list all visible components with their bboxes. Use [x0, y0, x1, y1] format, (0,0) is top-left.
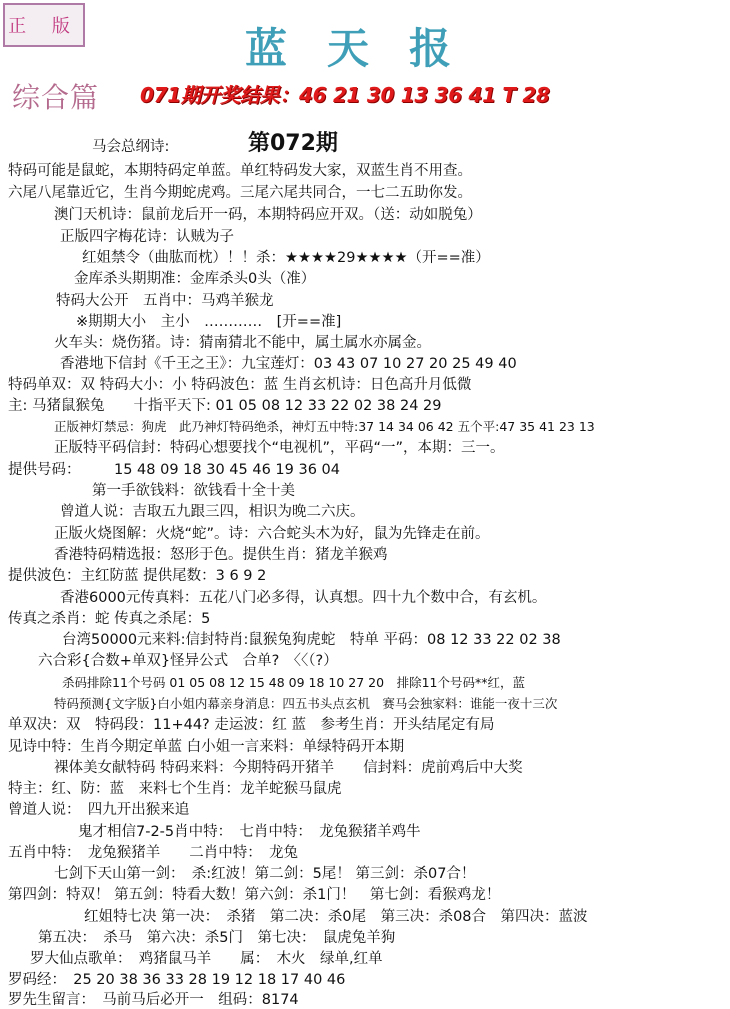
edition-badge: 正 版	[3, 3, 85, 47]
line-poem-1: 特码可能是鼠蛇，本期特码定单蓝。单红特码发大家，双蓝生肖不用查。	[8, 163, 472, 179]
line-horse-club-poem-title: 马会总纲诗:	[92, 139, 170, 155]
line-kill-codes: 杀码排除11个号码 01 05 08 12 15 48 09 18 10 27 20 排除11个号码**红，蓝	[62, 675, 525, 690]
line-odd-even: 特码单双：双 特码大小：小 特码波色：蓝 生肖玄机诗：日色高升月低微	[8, 377, 472, 393]
line-luo-code: 罗码经： 25 20 38 36 33 28 19 12 18 17 40 46	[8, 972, 346, 988]
line-red-sister-kill: 红姐禁令（曲肱而枕）！！杀：★★★★29★★★★（开==准）	[82, 250, 490, 266]
line-hk-envelope: 香港地下信封《千王之王》：九宝莲灯：03 43 07 10 27 20 25 49 40	[60, 356, 517, 372]
issue-number: 第072期	[248, 131, 338, 156]
line-luo-song: 罗大仙点歌单： 鸡猪鼠马羊 属： 木火 绿单,红单	[30, 951, 383, 967]
line-special-public: 特码大公开 五肖中：马鸡羊猴龙	[56, 293, 274, 309]
line-five-zodiac: 五肖中特： 龙兔猴猪羊 二肖中特： 龙兔	[8, 845, 298, 861]
line-poem-special: 见诗中特：生肖今期定单蓝 白小姐一言来料：单绿特码开本期	[8, 739, 405, 755]
section-label: 综合篇	[12, 81, 100, 114]
line-red-sister-seven-2: 第五决： 杀马 第六决：杀5门 第七决： 鼠虎兔羊狗	[38, 930, 396, 946]
line-provided-numbers-label: 提供号码：	[8, 462, 81, 478]
line-formula: 六合彩{合数+单双}怪异公式 合单? 〈〈（?）	[38, 653, 338, 669]
line-hk-fax: 香港6000元传真料：五花八门必多得，认真想。四十九个数中合，有玄机。	[60, 590, 547, 606]
line-beauty-special: 裸体美女献特码 特码来料：今期特码开猪羊 信封料：虎前鸡后中大奖	[54, 760, 523, 776]
line-first-hand: 第一手欲钱料：欲钱看十全十美	[92, 483, 295, 499]
line-red-sister-seven-1: 红姐特七决 第一决： 杀猪 第二决：杀0尾 第三决：杀08合 第四决：蓝波	[84, 909, 588, 925]
line-fire-picture: 正版火烧图解：火烧“蛇”。诗：六合蛇头木为好，鼠为先锋走在前。	[54, 526, 490, 542]
line-size: ※期期大小 主小 ………… [开==准]	[76, 314, 342, 330]
line-seven-swords-1: 七剑下天山第一剑： 杀:红波！第二剑：5尾！ 第三剑：杀07合！	[54, 866, 476, 882]
line-prediction: 特码预测{文字版}白小姐内幕亲身消息：四五书头点玄机 赛马会独家料：谁能一夜十三次	[54, 696, 558, 711]
newspaper-title: 蓝天报	[245, 24, 492, 73]
line-odd-even-rule: 单双决：双 特码段：11+44? 走运波：红 蓝 参考生肖：开头结尾定有局	[8, 717, 495, 733]
line-provided-numbers: 15 48 09 18 30 45 46 19 36 04	[114, 462, 340, 478]
line-main-zodiac: 主: 马猪鼠猴兔 十指平天下: 01 05 08 12 33 22 02 38 24 29	[8, 398, 442, 414]
line-macau-poem: 澳门天机诗：鼠前龙后开一码，本期特码应开双。（送：动如脱兔）	[54, 207, 482, 223]
line-flat-code-envelope: 正版特平码信封：特码心想要找个“电视机”，平码“一”，本期：三一。	[54, 440, 505, 456]
line-fax-kill: 传真之杀肖：蛇 传真之杀尾：5	[8, 611, 211, 627]
line-seven-swords-2: 第四剑：特双！ 第五剑：特看大数！第六剑：杀1门！ 第七剑：看猴鸡龙！	[8, 887, 501, 903]
line-lamp-taboo: 正版神灯禁忌：狗虎 此乃神灯特码绝杀，神灯五中特:37 14 34 06 42 五个平:47 35 41 23 13	[54, 419, 595, 434]
line-poem-2: 六尾八尾靠近它，生肖今期蛇虎鸡。三尾六尾共同合，一七二五助你发。	[8, 185, 472, 201]
line-hk-selection: 香港特码精选报：怒形于色。提供生肖：猪龙羊猴鸡	[54, 547, 388, 563]
line-train-head: 火车头：烧伤猪。诗：猜南猜北不能中，属土属水亦属金。	[54, 335, 431, 351]
line-main-defense: 特主：红、防：蓝 来料七个生肖：龙羊蛇猴马鼠虎	[8, 781, 342, 797]
line-ghost-talent: 鬼才相信7-2-5肖中特： 七肖中特： 龙兔猴猪羊鸡牛	[78, 824, 421, 840]
line-wave-color: 提供波色：主红防蓝 提供尾数：3 6 9 2	[8, 568, 267, 584]
line-zeng-says: 曾道人说：吉取五九跟三四，相识为晚二六庆。	[60, 504, 365, 520]
line-taiwan-material: 台湾50000元来料:信封特肖:鼠猴兔狗虎蛇 特单 平码：08 12 33 22 02 38	[62, 632, 561, 648]
last-draw-result: 071期开奖结果：46 21 30 13 36 41 T 28	[140, 83, 550, 107]
line-treasury-kill: 金库杀头期期准：金库杀头0头（准）	[74, 271, 316, 287]
line-zeng-says-2: 曾道人说： 四九开出猴来追	[8, 802, 190, 818]
line-luo-message: 罗先生留言： 马前马后必开一 组码：8174	[8, 992, 299, 1008]
line-plum-poem: 正版四字梅花诗：认贼为子	[60, 229, 234, 245]
